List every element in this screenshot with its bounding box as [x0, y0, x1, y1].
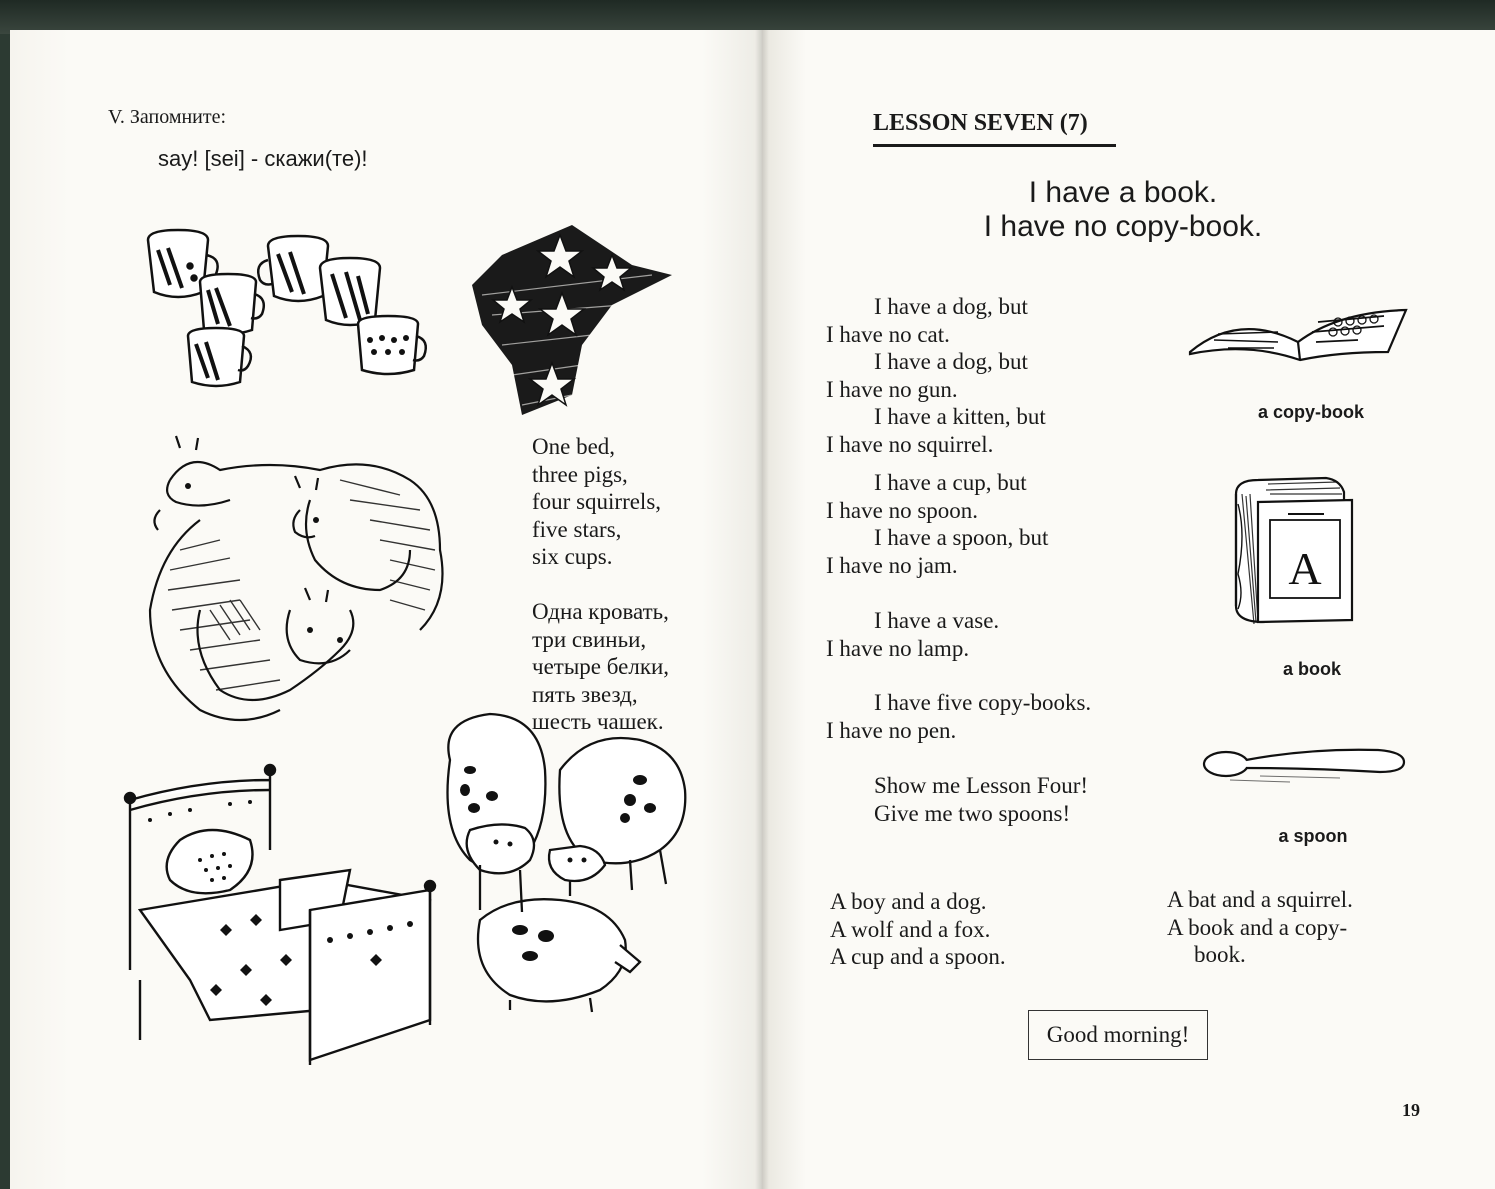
book-cover-edge — [0, 0, 1495, 34]
stanza-gap — [826, 458, 1091, 469]
count-item: four squirrels, — [532, 489, 662, 514]
pair-line: book. — [1194, 942, 1246, 967]
pairs-list-left — [830, 888, 1006, 971]
greeting-text: Good morning! — [1046, 1022, 1190, 1047]
poem-line: I have a spoon, but — [874, 525, 1049, 550]
poem-line: I have a cup, but — [874, 470, 1027, 495]
poem-line: I have a vase. — [874, 608, 1000, 633]
page-number: 19 — [1402, 1100, 1420, 1120]
say-phrase: say! [sei] - скажи(те)! — [158, 146, 368, 171]
count-item-ru: Одна кровать, — [532, 599, 669, 624]
pairs-list-right — [1167, 886, 1353, 969]
headline-line-2: I have no copy-book. — [983, 210, 1263, 243]
stanza-gap — [826, 662, 1091, 689]
poem-line: I have no squirrel. — [826, 431, 994, 457]
poem-line: I have a dog, but — [874, 349, 1028, 374]
pair-line: A bat and a squirrel. — [1167, 887, 1353, 912]
poem-line: Show me Lesson Four! — [874, 773, 1089, 798]
stanza-gap — [826, 744, 1091, 772]
count-item: three pigs, — [532, 461, 628, 487]
lesson-title: LESSON SEVEN (7) — [873, 110, 1088, 136]
poem-line: I have no pen. — [826, 717, 957, 743]
poem-line: I have five copy-books. — [874, 690, 1092, 715]
count-item-ru: пять звезд, — [532, 681, 638, 707]
pair-line: A boy and a dog. — [830, 889, 987, 914]
spoon-illustration — [1200, 740, 1410, 790]
cups-illustration — [140, 222, 430, 392]
pair-line: A cup and a spoon. — [830, 944, 1006, 969]
poem-line: I have no spoon. — [826, 497, 979, 523]
pair-line: A book and a copy- — [1167, 914, 1348, 940]
stars-illustration — [462, 215, 672, 425]
lesson-title-underline — [873, 144, 1116, 147]
lesson-poem — [826, 293, 1091, 827]
copy-book-illustration — [1188, 292, 1408, 372]
pair-line: A wolf and a fox. — [830, 916, 991, 942]
count-item-ru: шесть чашек. — [532, 709, 664, 734]
headline-line-1: I have a book. — [1028, 176, 1218, 209]
count-item: six cups. — [532, 544, 613, 569]
exercise-heading: V. Запомните: — [108, 106, 227, 128]
poem-line: I have no gun. — [826, 376, 958, 402]
poem-line: I have no cat. — [826, 321, 950, 347]
greeting-box — [1028, 1010, 1208, 1060]
poem-line: I have no lamp. — [826, 635, 970, 661]
caption-spoon: a spoon — [1278, 826, 1348, 846]
poem-line: I have a kitten, but — [874, 404, 1046, 429]
poem-line: Give me two spoons! — [874, 800, 1071, 826]
count-item-ru: три свиньи, — [532, 626, 647, 652]
caption-copy-book: a copy-book — [1257, 402, 1364, 422]
poem-line: I have no jam. — [826, 552, 958, 578]
book-gutter — [755, 30, 769, 1189]
count-item-ru: четыре белки, — [532, 654, 670, 679]
pigs-illustration — [430, 700, 700, 1020]
stanza-gap — [826, 579, 1091, 607]
caption-book: a book — [1282, 659, 1341, 679]
bed-illustration — [120, 760, 450, 1070]
book-illustration — [1228, 474, 1358, 629]
squirrels-illustration — [140, 440, 470, 730]
count-item: One bed, — [532, 434, 616, 459]
count-item: five stars, — [532, 516, 622, 542]
book-cover-letter: A — [1288, 543, 1322, 594]
count-list-english — [532, 433, 661, 571]
poem-line: I have a dog, but — [874, 294, 1028, 319]
